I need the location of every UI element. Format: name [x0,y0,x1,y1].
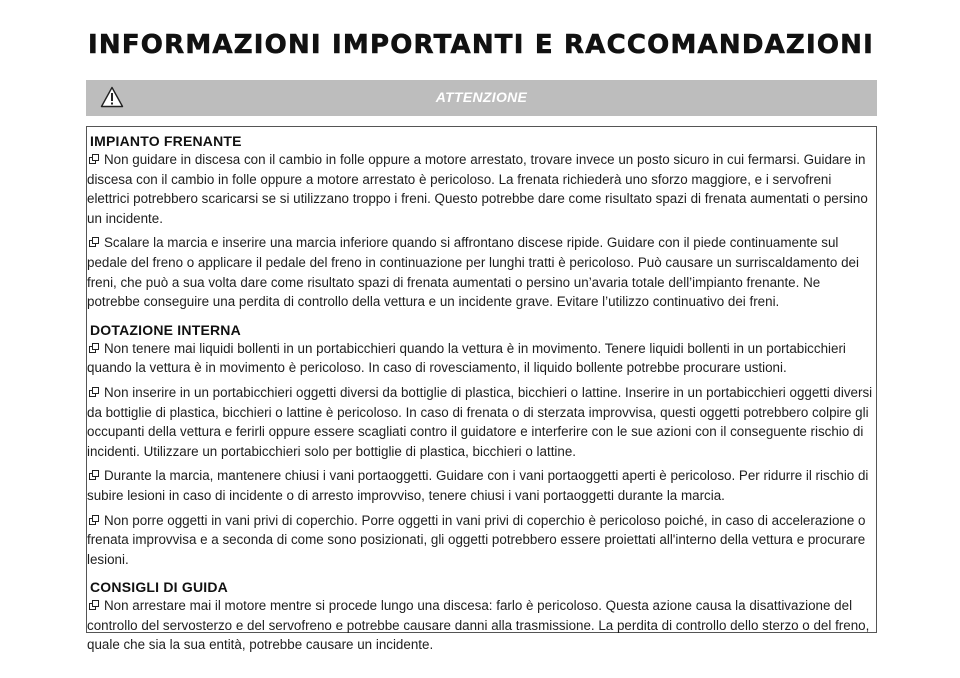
list-item: Non porre oggetti in vani privi di coperchio. Porre oggetti in vani privi di coperchio è pericoloso poiché, in caso di accelerazione o frenata improvvisa e a seconda di come sono posizionati, gli oggetti potrebbero essere proiettati all'interno della vettura e procurare lesioni. [87,512,866,567]
bullet-icon [89,515,100,526]
list-item: Scalare la marcia e inserire una marcia inferiore quando si affrontano discese ripide. Guidare con il piede continuamente sul pedale del freno o applicare il pedale del freno in continuazione per lunghi tratti è pericoloso. Può causare un surriscaldamento dei freni, che può a sua volta dare come risultato spazi di frenata aumentati o persino un’avaria totale dell’impianto frenante. Ne potrebbe conseguire una perdita di controllo della vettura e un incidente grave. Evitare l’utilizzo continuativo dei freni. [87,235,859,310]
bullet-icon [89,470,100,481]
list-item: Durante la marcia, mantenere chiusi i vani portaoggetti. Guidare con i vani portaoggetti aperti è pericoloso. Per ridurre il rischio di subire lesioni in caso di incidente o di arresto improvviso, tenere chiusi i vani portaoggetti durante la marcia. [87,468,869,503]
bullet-icon [89,154,100,165]
bullet-icon [89,237,100,248]
list-item: Non tenere mai liquidi bollenti in un portabicchieri quando la vettura è in movimento. Tenere liquidi bollenti in un portabicchieri quando la vettura è in movimento è pericoloso. In caso di rovesciamento, il liquido bollente potrebbe procurare ustioni. [87,340,846,376]
bullet-icon [89,387,100,398]
page-title: INFORMAZIONI IMPORTANTI E RACCOMANDAZIONI [88,30,874,60]
section-heading-interior: DOTAZIONE INTERNA [90,321,241,338]
section-heading-brakes: IMPIANTO FRENANTE [90,133,242,149]
warning-banner [86,80,877,116]
warning-title: ATTENZIONE [435,89,528,105]
list-item: Non arrestare mai il motore mentre si procede lungo una discesa: farlo è pericoloso. Questa azione causa la disattivazione del controllo del servosterzo e del servofreno e potrebbe causare danni alla trasmissione. La perdita di controllo dello sterzo o del freno, quale che sia la sua entità, potrebbe causare un incidente. [87,598,870,653]
section-heading-driving-tips: CONSIGLI DI GUIDA [90,579,228,596]
bullet-icon [89,600,100,611]
list-item: Non inserire in un portabicchieri oggetti diversi da bottiglie di plastica, bicchieri o lattine. Inserire in un portabicchieri oggetti diversi da bottiglie di plastica, bicchieri o lattine è pericoloso. In caso di frenata o di sterzata improvvisa, questi oggetti potrebbero colpire gli occupanti della vettura e ferirli oppure essere scagliati contro il guidatore e interferire con le sue azioni con il conseguente rischio di incidenti. Utilizzare un portabicchieri solo per bottiglie di plastica, bicchieri o lattine. [87,384,873,459]
bullet-icon [89,343,100,354]
warnings-content [86,126,877,653]
list-item: Non guidare in discesa con il cambio in folle oppure a motore arrestato, trovare invece un posto sicuro in cui fermarsi. Guidare in discesa con il cambio in folle oppure a motore arrestato è pericoloso. La frenata richiederà uno sforzo maggiore, e i servofreni elettrici potrebbero scaricarsi se si utilizzano troppo i freni. Questo potrebbe dare come risultato spazi di frenata aumentati o persino un incidente. [87,152,868,226]
